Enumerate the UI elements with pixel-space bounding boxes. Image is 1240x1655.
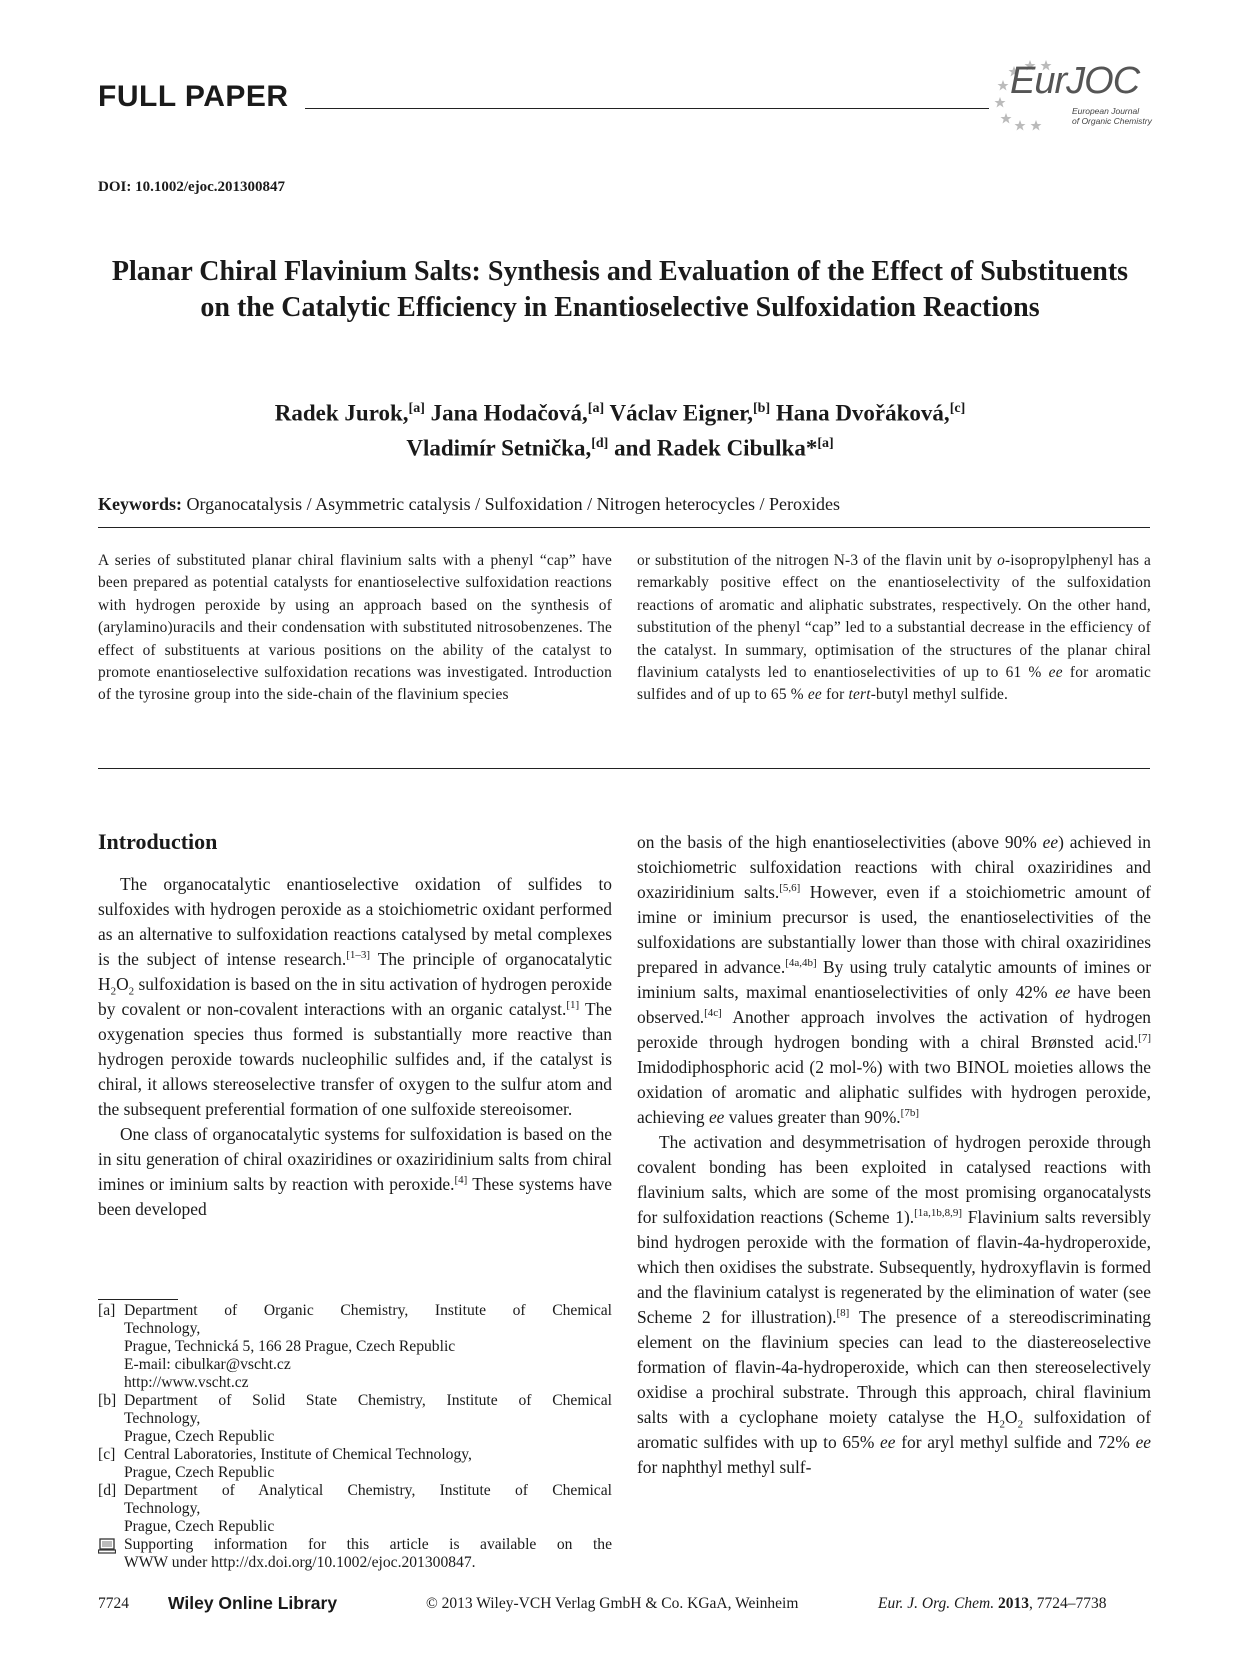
footnote-b bbox=[98, 1392, 612, 1446]
supporting-info-link[interactable]: WWW under http://dx.doi.org/10.1002/ejoc.201300847. bbox=[124, 1554, 476, 1571]
introduction-right-column bbox=[637, 830, 1151, 1480]
abstract-top-rule bbox=[98, 527, 1150, 528]
author-list bbox=[100, 394, 1140, 463]
footnote-c bbox=[98, 1446, 612, 1482]
paragraph: The organocatalytic enantioselective oxidation of sulfides to sulfoxides with hydrogen peroxide as a stoichiometric oxidant performed as an alternative to sulfoxidation reactions catalysed by metal complexes is the subject of intense research.[1–3] The principle of organocatalytic $H_2O_2$ sulfoxidation is based on the in situ activation of hydrogen peroxide by covalent or non-covalent interactions with an organic catalyst.[1] The oxygenation species thus formed is substantially more reactive than hydrogen peroxide towards nucleophilic sulfides and, if the catalyst is chiral, it allows stereoselective transfer of oxygen to the sulfur atom and the subsequent preferential formation of one sulfoxide stereoisomer. bbox=[98, 874, 612, 1119]
citation: [7b] bbox=[900, 1107, 919, 1120]
page-number: 7724 bbox=[98, 1595, 129, 1612]
logo-subtitle-line-2: of Organic Chemistry bbox=[1072, 116, 1152, 126]
footnote-line: Department of Analytical Chemistry, Institute of Chemical bbox=[124, 1482, 612, 1499]
doi: DOI: 10.1002/ejoc.201300847 bbox=[98, 179, 286, 195]
abstract-bottom-rule bbox=[98, 768, 1150, 769]
author-name: Jana Hodačová, bbox=[430, 400, 588, 426]
author-affiliation: [a] bbox=[587, 401, 605, 416]
author-name: and Radek Cibulka* bbox=[614, 435, 818, 461]
email-link[interactable]: E-mail: cibulkar@vscht.cz bbox=[124, 1356, 291, 1373]
abstract-text: -isopropylphenyl has a remarkably positive effect on the enantioselectivity of the sulfoxidation reactions of aromatic and aliphatic substrates, respectively. On the other hand, substitution of the phenyl “cap” led to a substantial decrease in the efficiency of the catalyst. In summary, optimisation of the structures of the planar chiral flavinium catalysts led to enantioselectivities of up to 61 % bbox=[637, 552, 1151, 682]
author-name: Vladimír Setnička, bbox=[406, 435, 592, 461]
author-name: Václav Eigner, bbox=[609, 400, 754, 426]
abstract-italic: tert bbox=[848, 686, 871, 704]
footnote-d bbox=[98, 1482, 612, 1536]
abstract-right-column bbox=[637, 550, 1151, 707]
abstract-italic: ee bbox=[1048, 664, 1063, 682]
paragraph: The activation and desymmetrisation of hydrogen peroxide through covalent bonding has been exploited in catalysed reactions with flavinium salts, which are some of the most promising organocatalysts for sulfoxidation reactions (Scheme 1).[1a,1b,8,9] Flavinium salts reversibly bind hydrogen peroxide with the formation of flavin-4a-hydroperoxide, which then oxidises the substrate. Subsequently, hydroxyflavin is formed and the flavinium catalyst is regenerated by the elimination of water (see Scheme 2 for illustration).[8] The presence of a stereodiscriminating element on the flavinium species can lead to the diastereoselective formation of flavin-4a-hydroperoxide, which can then stereoselectively oxidise a prochiral substrate. Through this approach, chiral flavinium salts with a cyclophane moiety catalyse the $H_2O_2$ sulfoxidation of aromatic sulfides with up to 65% ee for aryl methyl sulfide and 72% ee for naphthyl methyl sulf- bbox=[637, 1132, 1152, 1477]
author-affiliation: [a] bbox=[408, 401, 425, 416]
footnote-line: Prague, Czech Republic bbox=[124, 1464, 275, 1481]
author-name: Radek Jurok, bbox=[274, 400, 409, 426]
footnote-line: Technology, bbox=[124, 1410, 201, 1427]
article-title: Planar Chiral Flavinium Salts: Synthesis and Evaluation of the Effect of Substituents on the Catalytic Efficiency in Enantioselective Sulfoxidation Reactions bbox=[111, 256, 1129, 323]
citation: [5,6] bbox=[779, 882, 801, 895]
journal-logo bbox=[988, 56, 1158, 134]
journal-logo-name: EurJOC bbox=[1010, 60, 1140, 102]
copyright: © 2013 Wiley-VCH Verlag GmbH & Co. KGaA, Weinheim bbox=[426, 1595, 799, 1612]
citation: [7] bbox=[1138, 1032, 1151, 1045]
abstract-left-column: A series of substituted planar chiral flavinium salts with a phenyl “cap” have been prepared as potential catalysts for enantioselective sulfoxidation reactions with hydrogen peroxide by using an approach based on the synthesis of (arylamino)uracils and their condensation with substituted nitrosobenzenes. The effect of substituents at various positions on the ability of the catalyst to promote enantioselective sulfoxidation recations was investigated. Introduction of the tyrosine group into the side-chain of the flavinium species bbox=[98, 552, 612, 704]
journal-year: 2013 bbox=[997, 1595, 1029, 1612]
abstract-italic: o bbox=[997, 552, 1005, 569]
citation: [1a,1b,8,9] bbox=[914, 1207, 963, 1220]
introduction-left-column bbox=[98, 872, 612, 1222]
section-heading-introduction: Introduction bbox=[98, 829, 218, 854]
citation: [8] bbox=[836, 1307, 850, 1320]
journal-pages: , 7724–7738 bbox=[1028, 1595, 1107, 1612]
keywords-label: Keywords: bbox=[98, 494, 182, 514]
citation: [1] bbox=[566, 999, 580, 1012]
logo-subtitle-line-1: European Journal bbox=[1072, 106, 1140, 116]
abstract-text: for bbox=[821, 686, 849, 704]
computer-icon bbox=[98, 1538, 116, 1554]
footnote-key: [c] bbox=[98, 1446, 116, 1463]
supporting-information-note bbox=[98, 1536, 612, 1572]
affiliation-footnotes bbox=[98, 1302, 612, 1572]
supporting-info-line: Supporting information for this article is available on the bbox=[124, 1536, 612, 1553]
paragraph: on the basis of the high enantioselectivities (above 90% ee) achieved in stoichiometric sulfoxidation reactions with chiral oxaziridines and oxaziridinium salts.[5,6] However, even if a stoichiometric amount of imine or iminium precursor is used, the enantioselectivities of the sulfoxidations are substantially lower than those with chiral oxaziridines prepared in advance.[4a,4b] By using truly catalytic amounts of imines or iminium salts, maximal enantioselectivities of only 42% ee have been observed.[4c] Another approach involves the activation of hydrogen peroxide through hydrogen bonding with a chiral Brønsted acid.[7] Imidodiphosphoric acid (2 mol-%) with two BINOL moieties allows the oxidation of aromatic and aliphatic sulfides with hydrogen peroxide, achieving ee values greater than 90%.[7b] bbox=[637, 832, 1152, 1127]
keywords bbox=[98, 494, 840, 515]
footnote-key: [a] bbox=[98, 1302, 116, 1319]
footnote-line: Central Laboratories, Institute of Chemical Technology, bbox=[124, 1446, 472, 1463]
citation: [1–3] bbox=[346, 949, 371, 962]
footnote-key: [b] bbox=[98, 1392, 117, 1409]
journal-logo-subtitle bbox=[1072, 106, 1152, 126]
author-line-1 bbox=[100, 394, 1140, 429]
footnote-line: Prague, Technická 5, 166 28 Prague, Czech Republic bbox=[124, 1338, 456, 1355]
abstract-text: for aromatic sulfides and of up to 65 % bbox=[637, 664, 1151, 704]
journal-citation bbox=[878, 1595, 1106, 1613]
footnote-line: Department of Solid State Chemistry, Institute of Chemical bbox=[124, 1392, 612, 1409]
keywords-text: Organocatalysis / Asymmetric catalysis / Sulfoxidation / Nitrogen heterocycles / Peroxides bbox=[186, 494, 841, 514]
footnote-rule bbox=[98, 1299, 178, 1300]
paragraph: One class of organocatalytic systems for sulfoxidation is based on the in situ generation of chiral oxaziridines or oxaziridinium salts from chiral imines or iminium salts by reaction with peroxide.[4] These systems have been developed bbox=[98, 1124, 612, 1219]
citation: [4c] bbox=[704, 1007, 722, 1020]
footnote-line: Technology, bbox=[124, 1320, 201, 1337]
author-line-2 bbox=[100, 429, 1140, 464]
author-affiliation: [b] bbox=[753, 401, 771, 416]
footnote-line: Department of Organic Chemistry, Institute of Chemical bbox=[124, 1302, 612, 1319]
footnote-line: Prague, Czech Republic bbox=[124, 1518, 275, 1535]
footnote-a bbox=[98, 1302, 612, 1392]
journal-name: Eur. J. Org. Chem. bbox=[878, 1595, 995, 1612]
footnote-key: [d] bbox=[98, 1482, 117, 1499]
abstract-text: -butyl methyl sulfide. bbox=[870, 686, 1009, 704]
author-affiliation: [d] bbox=[591, 435, 609, 451]
author-affiliation: [c] bbox=[949, 401, 966, 416]
website-link[interactable]: http://www.vscht.cz bbox=[124, 1374, 249, 1391]
abstract-italic: ee bbox=[807, 686, 822, 704]
citation: [4a,4b] bbox=[785, 957, 817, 970]
header-rule bbox=[305, 108, 989, 109]
author-affiliation: [a] bbox=[817, 435, 834, 451]
citation: [4] bbox=[454, 1174, 468, 1187]
author-name: Hana Dvořáková, bbox=[775, 400, 950, 426]
footnote-line: Prague, Czech Republic bbox=[124, 1428, 275, 1445]
journal-section-label: FULL PAPER bbox=[98, 80, 289, 113]
footnote-line: Technology, bbox=[124, 1500, 201, 1517]
abstract-text: or substitution of the nitrogen N-3 of the flavin unit by bbox=[637, 552, 998, 569]
wiley-online-library-link[interactable]: Wiley Online Library bbox=[168, 1593, 338, 1613]
